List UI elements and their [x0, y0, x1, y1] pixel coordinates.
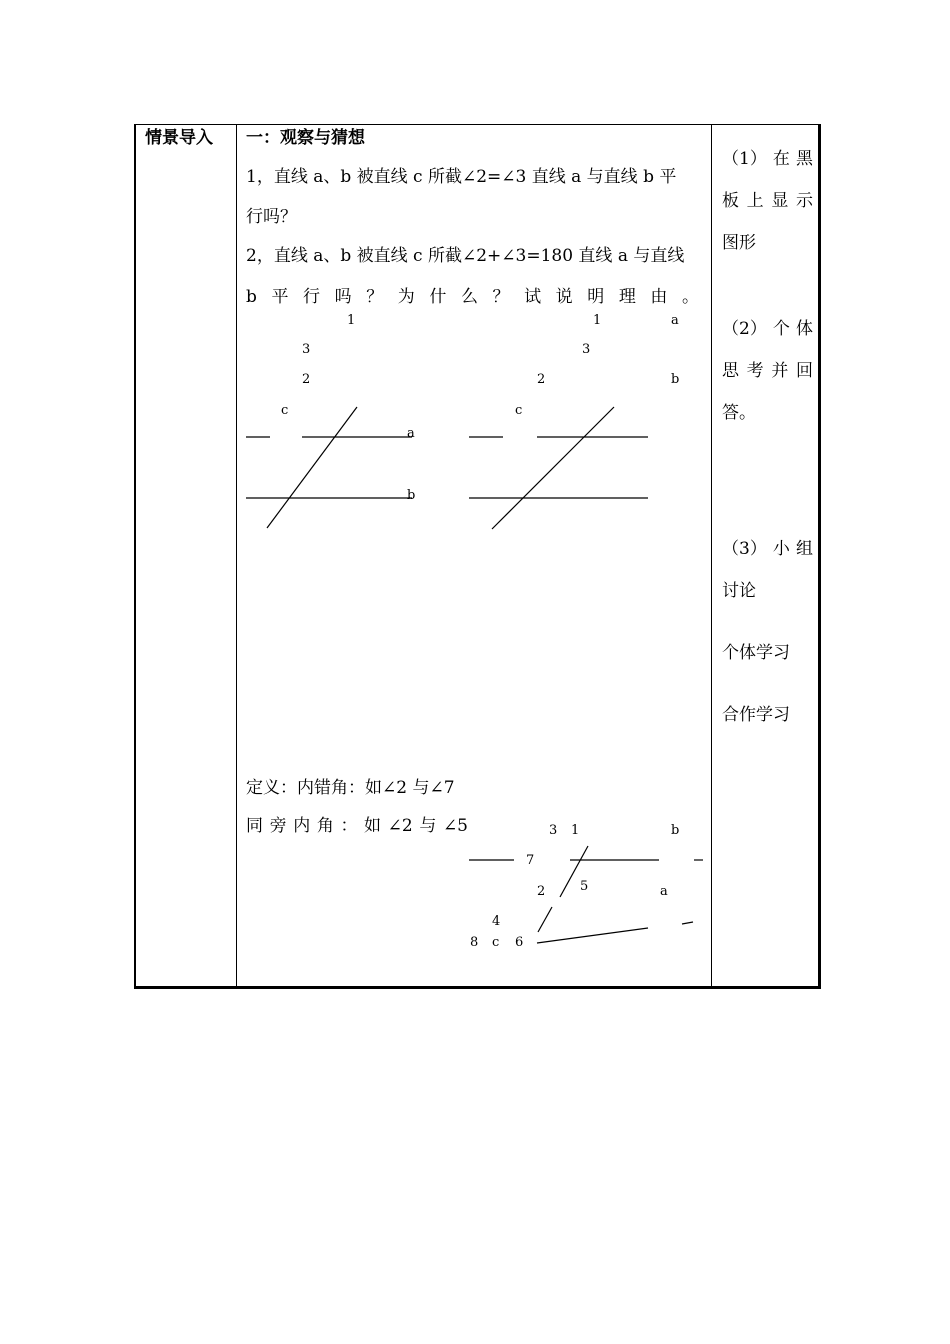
- q2-char: 明: [587, 287, 605, 307]
- def-char: 旁: [269, 816, 287, 836]
- q2-char: 由: [650, 287, 668, 307]
- figure1-line-c: [267, 407, 357, 528]
- figure1-label-a: a: [407, 426, 415, 441]
- figure3-label-4: 4: [492, 914, 501, 929]
- figure1-label-b: b: [407, 488, 416, 503]
- note-char: 并: [771, 361, 789, 381]
- def-char: 与: [419, 816, 437, 836]
- note-char: 板: [722, 191, 739, 211]
- note-1-line-3: 图形: [722, 233, 756, 253]
- section-heading: 一：观察与猜想: [246, 128, 365, 148]
- figure2-line-c: [492, 407, 614, 529]
- note-3-line-1: [722, 539, 813, 559]
- note-char: 示: [795, 191, 813, 211]
- q2-char: b: [246, 287, 257, 307]
- note-2-line-2: [722, 361, 813, 381]
- q2-char: 。: [681, 287, 699, 307]
- figure1-label-2: 2: [302, 372, 311, 387]
- note-2-line-3: 答。: [722, 403, 756, 423]
- note-char: 黑: [795, 149, 813, 169]
- q2-char: 吗: [334, 287, 352, 307]
- note-1-line-2: [722, 191, 813, 211]
- note-char: 显: [771, 191, 789, 211]
- figure1-label-1: 1: [347, 313, 356, 328]
- def-char: 如: [364, 816, 382, 836]
- note-char: （3）: [722, 539, 767, 559]
- note-char: 回: [795, 361, 813, 381]
- figure3-line-c-lower: [538, 907, 552, 932]
- q2-char: ？: [492, 287, 510, 307]
- figure2-label-2: 2: [537, 372, 546, 387]
- note-char: （2）: [722, 319, 767, 339]
- note-5: 合作学习: [722, 705, 790, 725]
- note-3-line-2: 讨论: [722, 581, 756, 601]
- note-2-line-1: [722, 319, 813, 339]
- def-char: ∠5: [442, 816, 468, 836]
- figure3-label-8: 8: [470, 935, 479, 950]
- figure2-label-a: a: [671, 313, 679, 328]
- def-char: ：: [340, 816, 358, 836]
- note-1-line-1: [722, 149, 813, 169]
- note-char: 小: [772, 539, 790, 559]
- figure2-label-1: 1: [593, 313, 602, 328]
- note-char: 上: [746, 191, 764, 211]
- note-char: 个: [772, 319, 790, 339]
- q2-char: 么: [460, 287, 478, 307]
- section-label: 情景导入: [145, 128, 213, 148]
- q2-char: 平: [271, 287, 289, 307]
- definition-line-1: 定义：内错角：如∠2 与∠7: [246, 778, 455, 798]
- note-char: 体: [795, 319, 813, 339]
- figure3-label-c: c: [492, 935, 500, 950]
- figure3-line-a: [537, 928, 648, 943]
- note-char: 组: [795, 539, 813, 559]
- note-char: （1）: [722, 149, 767, 169]
- figure2-label-c: c: [515, 403, 523, 418]
- figure3-label-b: b: [671, 823, 680, 838]
- figure2-label-3: 3: [582, 342, 591, 357]
- q2-char: ？: [366, 287, 384, 307]
- figure3-line-right-tick-2: [682, 922, 693, 924]
- def-char: 角: [316, 816, 334, 836]
- note-char: 考: [746, 361, 764, 381]
- note-4: 个体学习: [722, 643, 790, 663]
- question-1-line-2: 行吗？: [246, 207, 297, 227]
- figure3-label-1: 1: [571, 823, 580, 838]
- note-char: 在: [772, 149, 790, 169]
- q2-char: 理: [618, 287, 636, 307]
- def-char: ∠2: [387, 816, 413, 836]
- q2-char: 为: [397, 287, 415, 307]
- question-2-line-1: 2，直线 a、b 被直线 c 所截∠2+∠3=180 直线 a 与直线: [246, 246, 685, 266]
- question-1-line-1: 1，直线 a、b 被直线 c 所截∠2=∠3 直线 a 与直线 b 平: [246, 167, 677, 187]
- figure3-label-6: 6: [515, 935, 524, 950]
- q2-char: 试: [524, 287, 542, 307]
- figure3-label-2: 2: [537, 884, 546, 899]
- figure3-label-a: a: [660, 884, 668, 899]
- q2-char: 说: [555, 287, 573, 307]
- figure3-label-5: 5: [580, 879, 589, 894]
- figure1-label-3: 3: [302, 342, 311, 357]
- q2-char: 行: [303, 287, 321, 307]
- note-char: 思: [722, 361, 739, 381]
- figure3-label-3: 3: [549, 823, 558, 838]
- figure1-label-c: c: [281, 403, 289, 418]
- def-char: 同: [246, 816, 263, 836]
- def-char: 内: [293, 816, 311, 836]
- figure3-label-7: 7: [526, 853, 535, 868]
- q2-char: 什: [429, 287, 447, 307]
- figure2-label-b: b: [671, 372, 680, 387]
